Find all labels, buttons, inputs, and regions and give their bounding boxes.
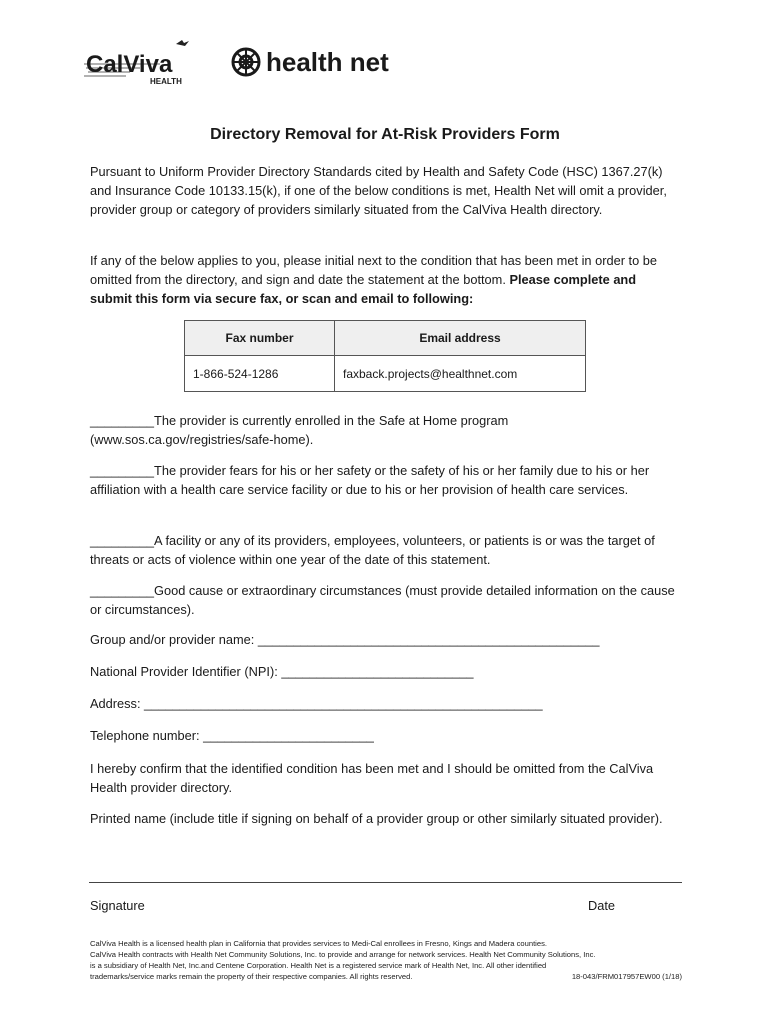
email-address: faxback.projects@healthnet.com <box>335 356 586 392</box>
health-net-logo <box>228 42 438 82</box>
condition-threats: _________A facility or any of its providers, employees, volunteers, or patients is or was the target of threats or acts of violence within one year of the date of this statement. <box>90 533 655 567</box>
footer-line-1: CalViva Health is a licensed health plan in California that provides services to Medi-Cal enrollees in Fresno, Kings and Madera counties. <box>90 939 547 948</box>
svg-text:CalViva: CalViva <box>86 51 173 78</box>
footer-line-3: is a subsidiary of Health Net, Inc.and Centene Corporation. Health Net is a registered service mark of Health Net, Inc. All other identified <box>90 961 547 970</box>
contact-table-header <box>185 321 586 356</box>
condition-safe-at-home: _________The provider is currently enrolled in the Safe at Home program (www.sos.ca.gov/registries/safe-home). <box>90 413 509 447</box>
instructions-paragraph <box>90 251 680 308</box>
header-logos <box>80 34 440 94</box>
calviva-health-logo <box>80 34 205 90</box>
footer-line-2: CalViva Health contracts with Health Net Community Solutions, Inc. to provide and arrange for network services. Health Net Community Solutions, Inc. <box>90 950 596 959</box>
intro-paragraph: Pursuant to Uniform Provider Directory Standards cited by Health and Safety Code (HSC) 1367.27(k) and Insurance Code 10133.15(k), if one of the below conditions is met, Health Net will omit a provider, provider group or category of providers similarly situated from the CalViva Health directory. <box>90 164 667 217</box>
condition-good-cause: _________Good cause or extraordinary circumstances (must provide detailed information on the cause or circumstances). <box>90 583 675 617</box>
fax-number: 1-866-524-1286 <box>185 356 335 392</box>
instructions-bold-text: Please complete and submit this form via secure fax, or scan and email to following: <box>90 272 637 306</box>
telephone-field[interactable]: Telephone number: ________________________ <box>90 728 374 743</box>
footer-line-4: trademarks/service marks remain the property of their respective companies. All rights reserved. <box>90 972 413 981</box>
address-field[interactable]: Address: ________________________________________________________ <box>90 696 543 711</box>
signature-label: Signature <box>90 898 145 913</box>
signature-line[interactable] <box>89 882 682 883</box>
group-provider-name-field[interactable]: Group and/or provider name: ________________________________________________ <box>90 632 600 647</box>
npi-field[interactable]: National Provider Identifier (NPI): ___________________________ <box>90 664 474 679</box>
contact-table-row <box>185 356 586 392</box>
instructions-text: If any of the below applies to you, please initial next to the condition that has been met in order to be omitted from the directory, and sign and date the statement at the bottom. <box>90 253 657 287</box>
contact-table <box>184 320 586 392</box>
footer-disclaimer <box>90 938 682 982</box>
date-label: Date <box>588 898 616 913</box>
svg-text:HEALTH: HEALTH <box>150 77 182 86</box>
footer-last-row <box>90 971 682 982</box>
fax-header: Fax number <box>185 321 335 356</box>
condition-safety-fear: _________The provider fears for his or her safety or the safety of his or her family due to his or her affiliation with a health care service facility or due to his or her provision of health care services. <box>90 463 650 497</box>
form-title: Directory Removal for At-Risk Providers Form <box>210 126 560 143</box>
svg-text:health net: health net <box>266 47 389 77</box>
printed-name-label: Printed name (include title if signing on behalf of a provider group or other similarly situated provider). <box>90 811 663 826</box>
email-header: Email address <box>335 321 586 356</box>
form-code: 18-043/FRM017957EW00 (1/18) <box>571 972 682 981</box>
confirmation-statement: I hereby confirm that the identified condition has been met and I should be omitted from the CalViva Health provider directory. <box>90 761 654 795</box>
